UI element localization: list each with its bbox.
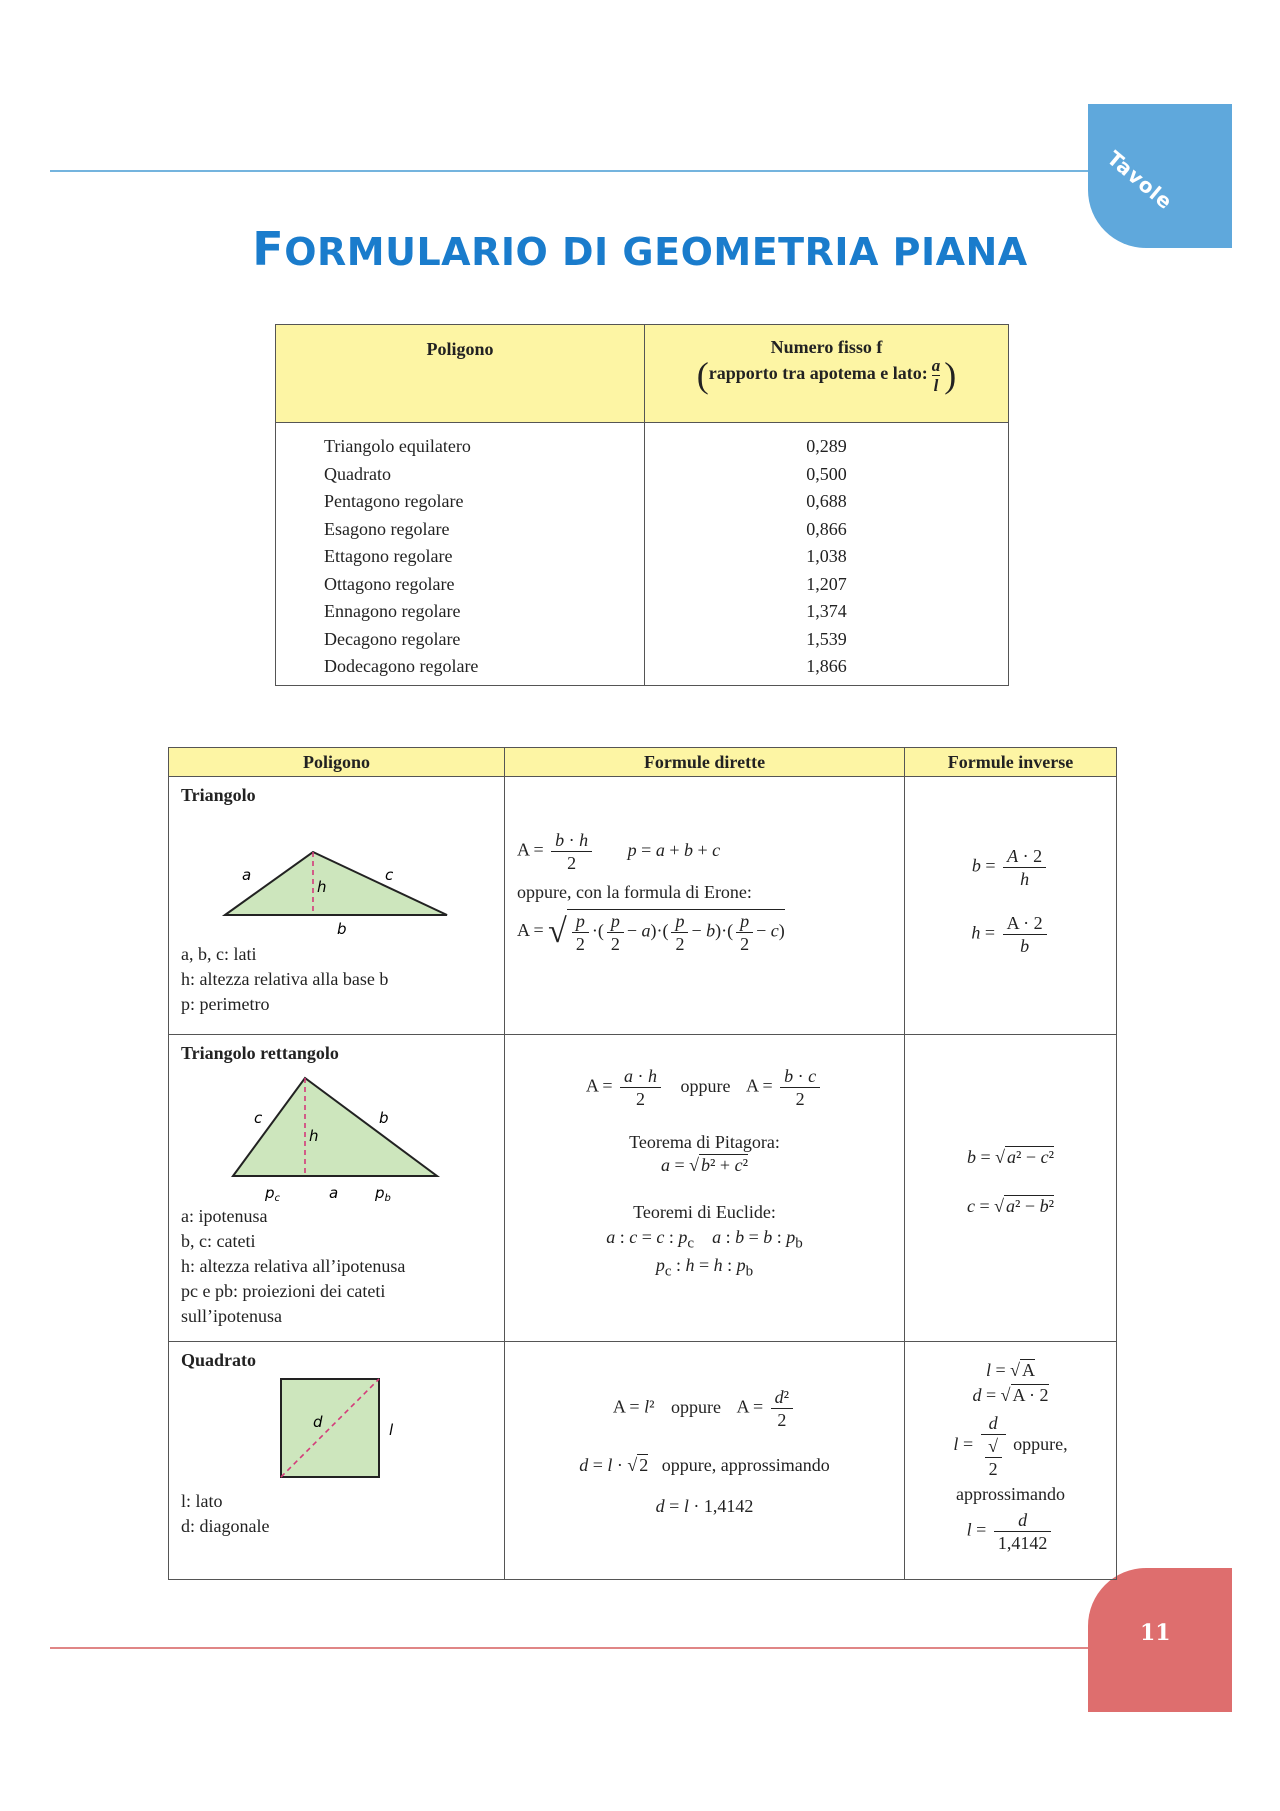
oppure-label: oppure <box>680 1075 731 1096</box>
polygon-name: Dodecagono regolare <box>276 653 645 685</box>
formula-l-diag: l = d √ 2 oppure, <box>953 1413 1068 1479</box>
page-number-tab <box>1088 1568 1232 1712</box>
cell-triangolo-dirette <box>505 777 905 1035</box>
numero-fisso-label: Numero fisso f <box>770 337 883 357</box>
triangle-figure <box>169 808 504 942</box>
formula-pitagora: a = √ b² + c² <box>661 1155 748 1175</box>
label-pc: $p_c$ <box>265 1184 281 1204</box>
cell-rettangolo-figure <box>169 1035 505 1342</box>
fraction-numerator: a <box>931 355 941 375</box>
cell-quadrato-dirette <box>505 1342 905 1580</box>
legend-line: a, b, c: lati <box>181 944 257 964</box>
polygon-name: Triangolo equilatero <box>276 423 645 461</box>
polygon-fixed-number: 1,038 <box>645 543 1009 571</box>
polygon-name: Pentagono regolare <box>276 488 645 516</box>
formula-l-area: l = √ A <box>985 1360 1036 1380</box>
label-b: b <box>337 920 347 938</box>
right-triangle-figure <box>169 1064 504 1204</box>
page-title <box>0 222 1280 276</box>
polygon-name: Ennagono regolare <box>276 598 645 626</box>
shape-name-rettangolo: Triangolo rettangolo <box>181 1043 339 1063</box>
legend-line: d: diagonale <box>181 1516 270 1536</box>
label-pb: $p_b$ <box>375 1184 391 1204</box>
top-rule <box>50 170 1100 172</box>
row-quadrato <box>169 1342 1117 1580</box>
polygon-name: Ettagono regolare <box>276 543 645 571</box>
polygon-fixed-number: 0,289 <box>645 423 1009 461</box>
cell-quadrato-inverse <box>905 1342 1117 1580</box>
polygon-fixed-number: 1,866 <box>645 653 1009 685</box>
label-h: h <box>317 878 327 896</box>
formulas-table <box>168 747 1117 1580</box>
euclide-label: Teoremi di Euclide: <box>633 1202 776 1222</box>
row-triangolo <box>169 777 1117 1035</box>
cell-rettangolo-inverse <box>905 1035 1117 1342</box>
legend-line: h: altezza relativa all’ipotenusa <box>181 1256 406 1276</box>
formula-l-approx: l = $\frac{d}{1,4142}$ <box>905 1509 1116 1554</box>
label-h: h <box>309 1127 319 1145</box>
fixed-number-table <box>275 324 1009 686</box>
legend-line: sull’ipotenusa <box>181 1306 282 1326</box>
formula-erone: A = √ $\frac{p}{2}$ ·( $\frac{p}{2}$ − a)·( $\frac{p}{2}$ − b)·( $\frac{p}{2}$ − c) <box>517 911 785 954</box>
label-a: a <box>242 866 252 884</box>
label-c: c <box>385 866 394 884</box>
legend-line: h: altezza relativa alla base b <box>181 969 389 989</box>
fraction-denominator: l <box>933 375 939 395</box>
label-b: b <box>379 1109 389 1127</box>
oppure-comma-label: oppure, <box>1013 1434 1068 1455</box>
polygon-name: Quadrato <box>276 461 645 489</box>
legend-triangolo <box>181 942 504 1017</box>
legend-line: l: lato <box>181 1491 223 1511</box>
formula-area-rettangolo: A = $\frac{a \cdot h}{2}$ oppure A = $\frac{b \cdot c}{2}$ <box>505 1065 904 1110</box>
oppure-label: oppure <box>671 1396 721 1417</box>
polygon-fixed-number: 1,374 <box>645 598 1009 626</box>
polygon-row <box>276 543 1009 571</box>
rapporto-label: rapporto tra apotema e lato: <box>708 363 928 384</box>
polygon-name: Ottagono regolare <box>276 571 645 599</box>
polygon-row <box>276 571 1009 599</box>
formula-b-inverse: b = $\frac{A \cdot 2}{h}$ <box>905 845 1116 890</box>
erone-label: oppure, con la formula di Erone: <box>517 882 752 902</box>
formula-area-quadrato: A = l² oppure A = $\frac{\text{d²}}{2}$ <box>505 1386 904 1431</box>
formula-euclide-1: a : c = c : $p_c$ a : b = b : $p_b$ <box>606 1227 803 1252</box>
label-d: d <box>313 1413 323 1431</box>
legend-line: pc e pb: proiezioni dei cateti <box>181 1281 386 1301</box>
cell-quadrato-figure <box>169 1342 505 1580</box>
shape-name-triangolo: Triangolo <box>181 785 256 805</box>
paren-close: ) <box>944 355 957 395</box>
paren-open: ( <box>696 355 709 395</box>
polygon-row <box>276 423 1009 461</box>
cell-triangolo-figure <box>169 777 505 1035</box>
row-triangolo-rettangolo <box>169 1035 1117 1342</box>
col-header-poligono: Poligono <box>276 325 645 423</box>
cell-triangolo-inverse <box>905 777 1117 1035</box>
polygon-row <box>276 598 1009 626</box>
polygon-fixed-number: 0,500 <box>645 461 1009 489</box>
label-a: a <box>329 1184 339 1202</box>
polygon-row <box>276 626 1009 654</box>
square-figure <box>169 1367 504 1483</box>
polygon-row <box>276 461 1009 489</box>
formula-diagonale-approx: d = l · 1,4142 <box>655 1496 754 1516</box>
shape-name-quadrato: Quadrato <box>181 1350 257 1370</box>
cell-rettangolo-dirette <box>505 1035 905 1342</box>
polygon-name: Esagono regolare <box>276 516 645 544</box>
label-c: c <box>254 1109 263 1127</box>
polygon-row <box>276 516 1009 544</box>
formula-euclide-2: $p_c$ : h = h : $p_b$ <box>655 1254 754 1280</box>
polygon-name: Decagono regolare <box>276 626 645 654</box>
col-header-formule-inverse: Formule inverse <box>905 748 1117 777</box>
formula-area-triangolo: A = $\frac{b \cdot h}{2}$ p = a + b + c <box>517 830 721 873</box>
label-l: l <box>389 1421 394 1439</box>
polygon-fixed-number: 0,688 <box>645 488 1009 516</box>
col-header-numero-fisso <box>645 325 1009 423</box>
polygon-row <box>276 653 1009 685</box>
formula-b-cateto: b = √ a² − c² <box>967 1147 1054 1167</box>
legend-rettangolo <box>181 1204 504 1329</box>
formula-h-inverse: h = $\frac{A \cdot 2}{b}$ <box>905 912 1116 957</box>
legend-line: p: perimetro <box>181 994 270 1014</box>
polygon-fixed-number: 0,866 <box>645 516 1009 544</box>
pitagora-label: Teorema di Pitagora: <box>629 1132 780 1152</box>
col-header-formule-dirette: Formule dirette <box>505 748 905 777</box>
legend-line: b, c: cateti <box>181 1231 256 1251</box>
formula-c-cateto: c = √ a² − b² <box>967 1196 1054 1216</box>
polygon-fixed-number: 1,539 <box>645 626 1009 654</box>
approssimando-label: approssimando <box>956 1484 1065 1504</box>
col-header-poligono-2: Poligono <box>169 748 505 777</box>
section-tab-label: Tavole <box>1102 146 1178 215</box>
polygon-fixed-number: 1,207 <box>645 571 1009 599</box>
legend-line: a: ipotenusa <box>181 1206 268 1226</box>
formula-d-area: d = √ A · 2 <box>972 1385 1049 1405</box>
formula-diagonale: d = l · √ 2 oppure, approssimando <box>579 1455 830 1475</box>
oppure-approssimando-label: oppure, approssimando <box>661 1455 830 1475</box>
polygon-row <box>276 488 1009 516</box>
legend-quadrato <box>181 1489 504 1539</box>
bottom-rule <box>50 1647 1100 1649</box>
page-title-text: FORMULARIO DI GEOMETRIA PIANA <box>252 222 1028 276</box>
page-number: 11 <box>1140 1620 1171 1646</box>
